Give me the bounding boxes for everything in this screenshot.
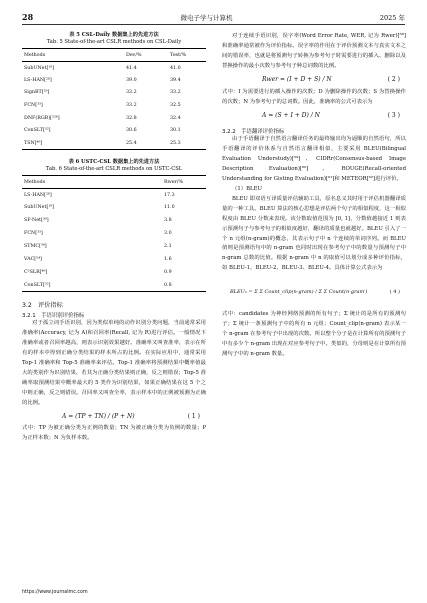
header-rule bbox=[22, 24, 405, 25]
table-row: TSN[⁴⁶] 25.4 25.3 bbox=[22, 137, 206, 150]
equation-1: A = (TP + TN) / (P + N) ( 1 ) bbox=[62, 412, 200, 420]
col-header: Methods bbox=[24, 179, 46, 185]
table-row: C²SLR[⁴⁶] 0.9 bbox=[24, 269, 172, 275]
col-header: Dev/% bbox=[126, 52, 142, 58]
col-header: Methods bbox=[24, 52, 46, 58]
table5-caption: 表 5 CSL-Daily 数据集上的先进方法 Tab. 5 State-of-the-art CSLR methods on CSL-Daily bbox=[46, 32, 182, 45]
paragraph: 式中：I 为需要进行的插入操作的次数；D 为删除操作的次数；S 为替换操作的次数；N 为参考句子的总词数。因此，准确率的公式可表示为 bbox=[222, 88, 406, 105]
journal-year: 2025 年 bbox=[379, 14, 405, 22]
page-header bbox=[22, 8, 405, 22]
page-number: 28 bbox=[22, 12, 34, 22]
equation-2: Rwer = (I + D + S) / N ( 2 ) bbox=[262, 76, 400, 84]
table-row: LS-HAN[²⁸] 39.0 39.4 bbox=[24, 77, 181, 83]
table-row: ConSLT[³²] 0.8 bbox=[22, 279, 206, 292]
paragraph: BLEU 即双语互译质量评估辅助工具，原名息义其时用于评估机器翻译质量的一种工具。BLEU 算法的核心思想是评估两个句子的相似程度，这一相似程度由 BLEU 分数来表现。该分数取值范围为 [0, 1]，分数值越接近 1 则表示预测句子与参考句子的相似度越好，翻译的质量也就越好。BLEU 引入了一个 n 元组(n-gram)的概念，其表示句子中 n 个连续的单词序列。而 BLEU 值则是预测语句中的 n-gram 也同时出现在参考句子中的数量与预测句子中 n-gram 总数的比值。根据 n-gram 中 n 的取值可以划分成多种评价指标，如 BLEU-1、BLEU-2、BLEU-3、BLEU-4。具体计算公式表示为 bbox=[222, 195, 406, 272]
table-row: DNF(RGB)[²²⁴] 32.8 32.4 bbox=[24, 115, 181, 121]
paragraph: 对于孤立词手语识别，因为类似单纯的动作识别分类问题，当前通常采用准确率(Accuracy, 记为 A)和召回率(Recall, 记为 R)进行评估。一般情况下准确率或者召回率越高，则表示识别效果越好。准确率又叫查准率，表示在所有的样本中得到正确分类结果的样本所占的比例。在实际应用中，通常采用 Top-1 准确率和 Top-5 准确率来评估。Top-1 准确率将预测结果中概率值最大的类别作为识别结果，若其为正确分类结果则正确，反之则错误；Top-5 准确率取预测结果中概率最大的 5 类作为识别结果，如果正确结果在这 5 个之中则正确，反之则错误。召回率又叫查全率，表示样本中的正例被预测为正确的比例。 bbox=[22, 320, 206, 406]
journal-name: 微电子学与计算机 bbox=[180, 14, 233, 22]
paragraph: 由于手语翻译于自然语言翻译任务的最终输出均为逼顺的自然语句，所以手语翻译的评价体系与自然语言翻译相似，主要采用 BLEU(Bilingual Evaluation Understudy)[⁵⁹]、CIDRr(Consensus-based Image Description Evaluation)[⁶⁰]、ROUGE(Recall-oriented Understanding for Gisting Evaluation)[⁶¹]和 METEOR[⁶²]进行评价。 bbox=[222, 136, 406, 183]
paragraph: 式中：TP 为被正确分类为正例的数量；TN 为被正确分类为负例的数量；P 为正样本数；N 为负样本数。 bbox=[22, 425, 206, 442]
footer-url[interactable]: https://www.journalmc.com bbox=[22, 590, 88, 595]
section-heading: 3.2 评价指标 bbox=[22, 302, 63, 310]
table-row: ConSLT[³²] 30.6 30.1 bbox=[24, 128, 181, 134]
table6 bbox=[22, 175, 206, 292]
right-column bbox=[222, 32, 406, 360]
table6-caption: 表 6 USTC-CSL 数据集上的先进方法 Tab. 6 State-of-the-art CSLR methods on USTC-CSL bbox=[45, 159, 183, 172]
table-row: SubUNet[¹⁹] 41.4 41.0 bbox=[24, 65, 181, 71]
table5 bbox=[22, 48, 206, 150]
left-column bbox=[22, 32, 206, 444]
equation-4: BLEUₙ = Σ Σ Count_clip(n-gram) / Σ Σ Count(n-gram′) ( 4 ) bbox=[230, 289, 400, 296]
equation-3: A = (S + I + D) / N ( 3 ) bbox=[262, 111, 400, 119]
paragraph-heading: （1）BLEU bbox=[232, 185, 262, 192]
col-header: Test/% bbox=[170, 52, 187, 58]
subsection-heading: 3.2.2 手语翻译评价指标 bbox=[222, 129, 285, 136]
table-row: LS-HAN[²⁸] 17.3 bbox=[24, 192, 175, 198]
paragraph: 式中：candidates 为神经网络预测的所有句子；Σ 统计的是所有的预测句子；Σ 统计一条预测句子中的所有 n 元组；Count_clip(n-gram) 表示某一个 n-gram 在参考句子中出现的次数。所以整个分子是在计算所有的预测句子中有多少个 n-gram 出现在对应参考句子中。类似的，分母则是在计算所有预测句子中的 n-gram 数量。 bbox=[222, 311, 406, 357]
table-row: SignBT[²⁹] 33.2 33.2 bbox=[24, 90, 181, 96]
table-row: SF-Net[³⁰] 3.8 bbox=[24, 218, 172, 224]
table-row: FCN[³³] 3.0 bbox=[24, 231, 172, 237]
table-row: VAC[⁵⁴] 1.6 bbox=[24, 257, 172, 263]
table-row: STMC[³⁴] 2.1 bbox=[24, 244, 172, 250]
paragraph: 对于连续手语识别，误字率(Word Error Rate, WER, 记为 Rwer)[⁵⁸]和准确率通常被作为评价指标。误字率的作用在于评价预测文本与真实文本之间的错误率，也就是将预测句子转换为参考句子时需要进行的插入、删除以及替换操作的最小次数与参考句子种总词数的比例。 bbox=[222, 33, 406, 69]
subsection-heading: 3.2.1 手语识别评价指标 bbox=[22, 313, 85, 320]
table-row: FCN[³³] 33.2 32.5 bbox=[24, 103, 181, 109]
col-header: Rwer/% bbox=[164, 179, 184, 185]
table-row: SubUNet[¹⁹] 11.0 bbox=[24, 205, 175, 211]
